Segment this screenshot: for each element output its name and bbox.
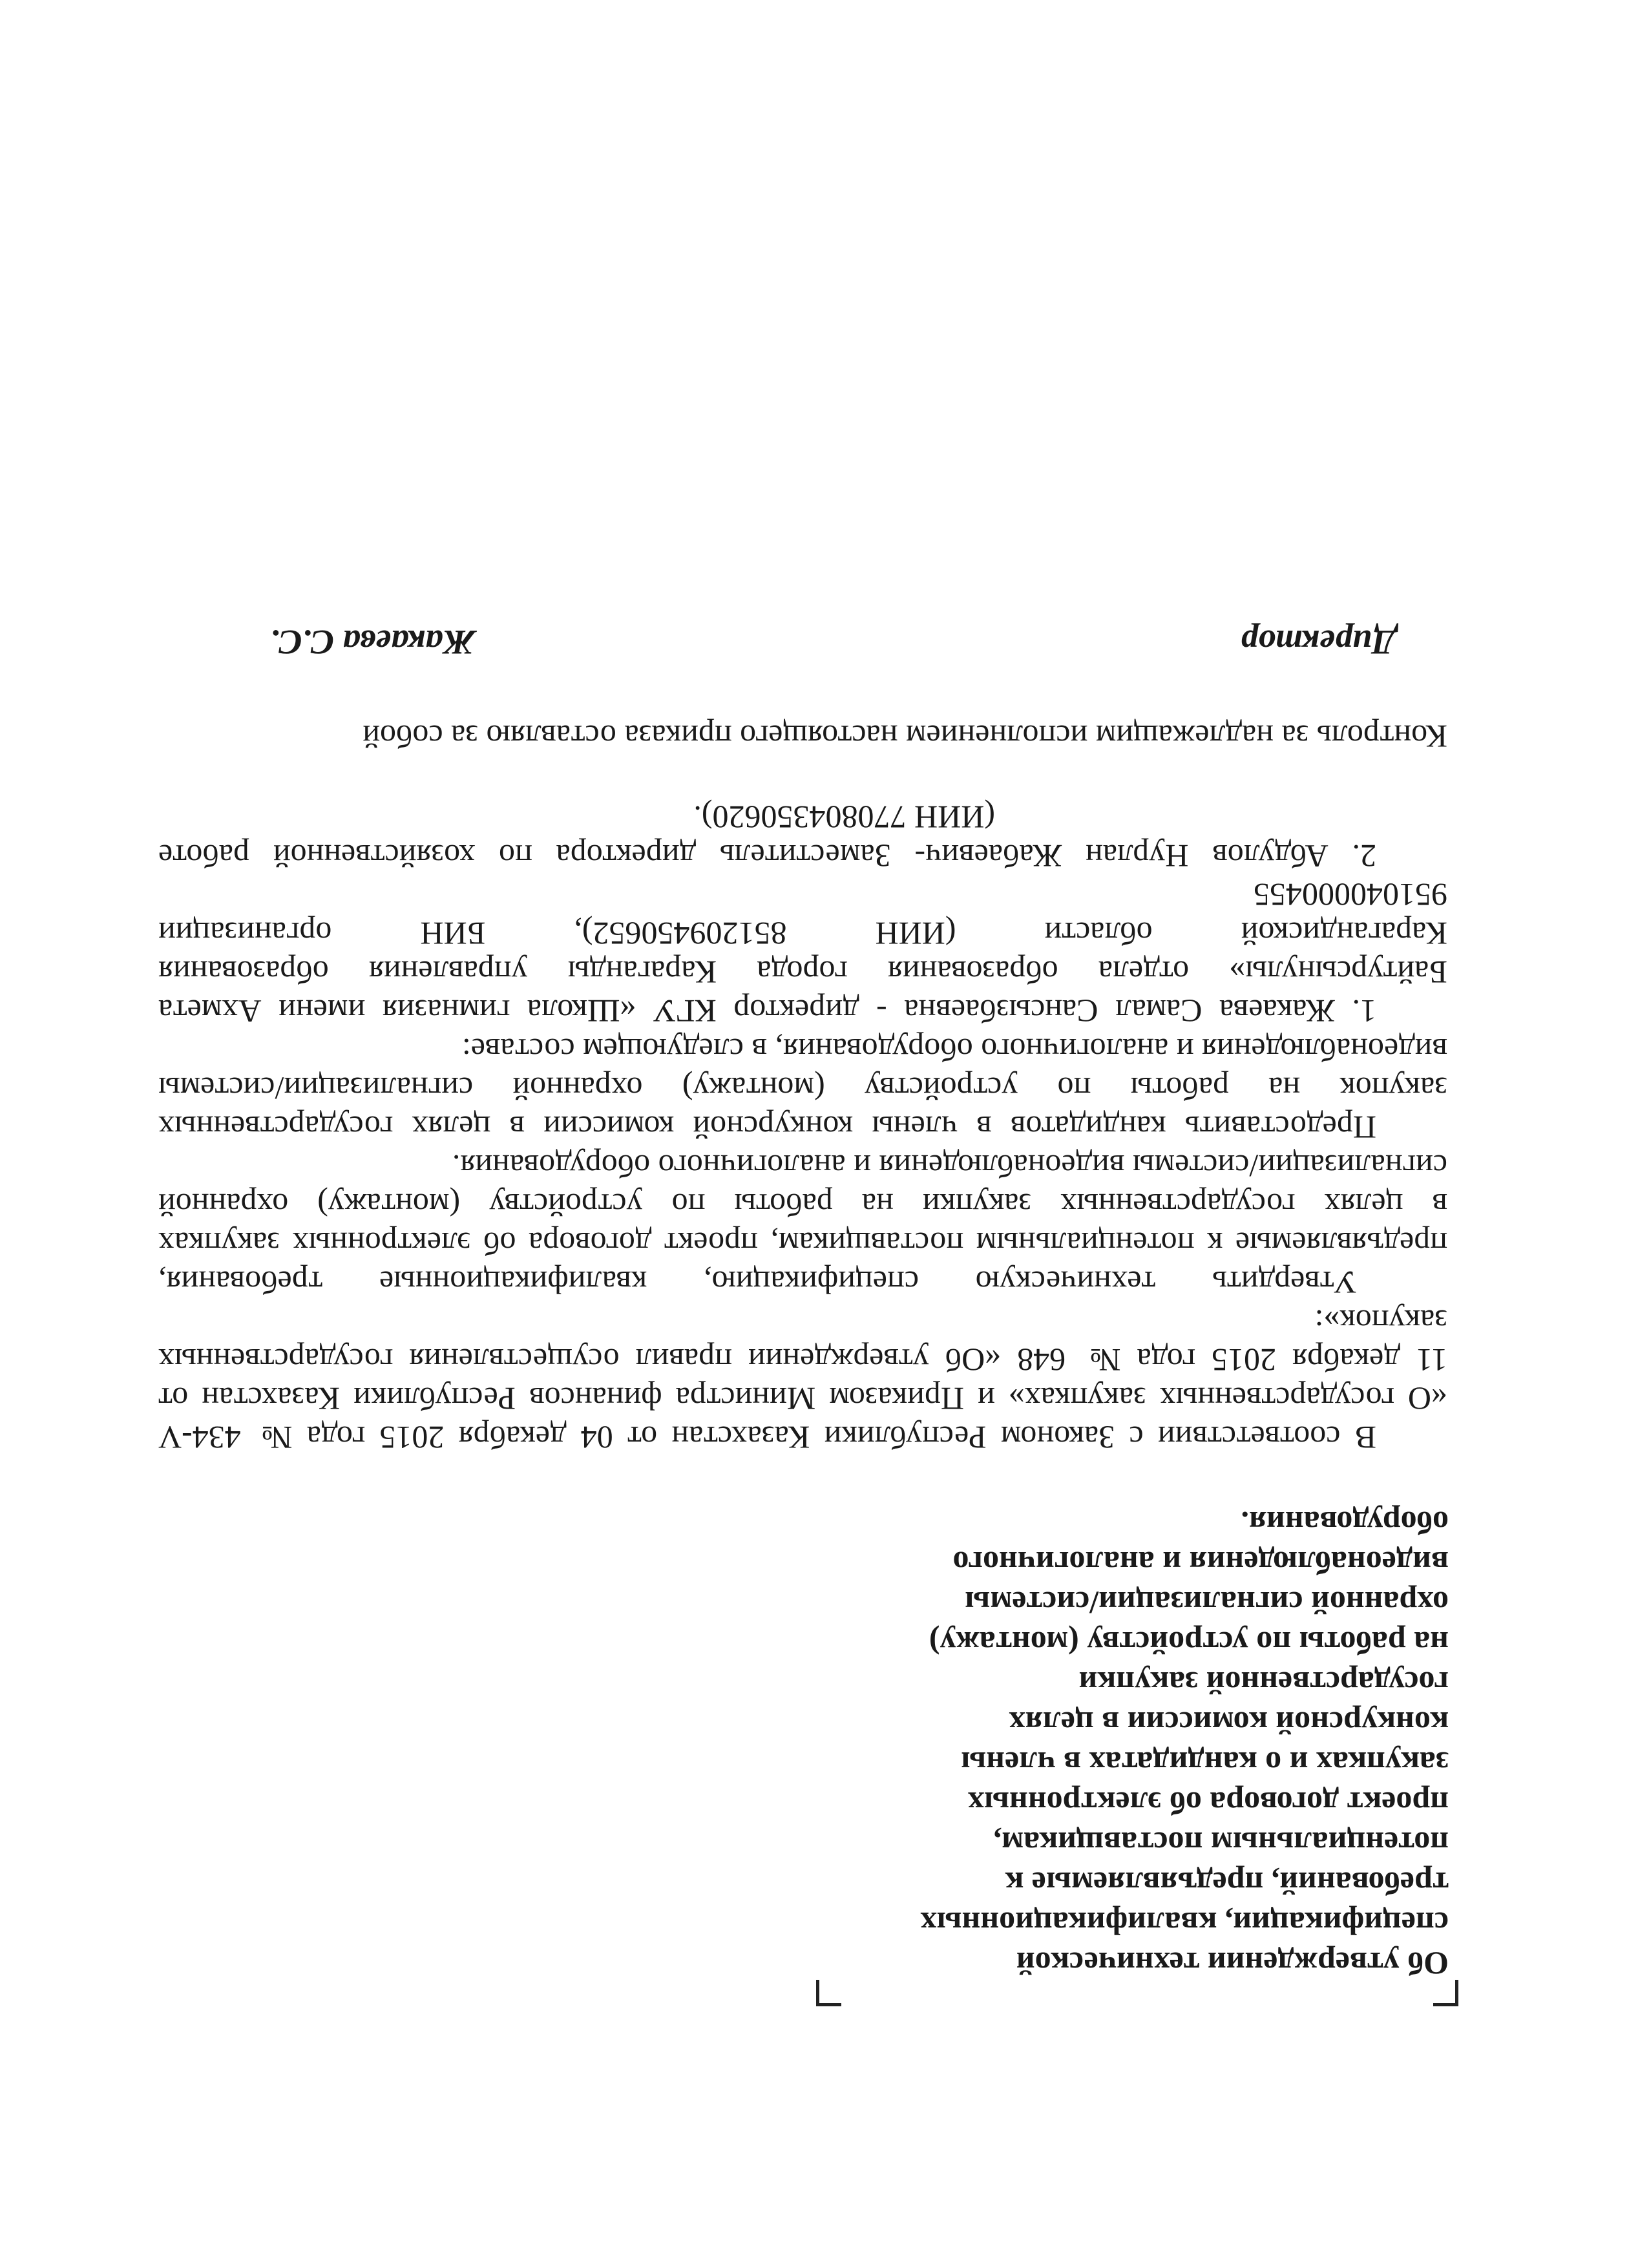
title-line: охранной сигнализации/системы bbox=[965, 1585, 1449, 1621]
signatory-name: Жакаева С.С. bbox=[270, 623, 475, 662]
order-title bbox=[751, 1503, 1449, 1984]
item2-line: закупок на работы по устройству (монтажу) охранной сигнализации/системы bbox=[158, 1071, 1447, 1107]
title-bracket-right bbox=[816, 1980, 841, 2006]
title-line: проект договора об электронных bbox=[967, 1785, 1449, 1822]
preamble-line: закупок»: bbox=[1314, 1303, 1447, 1339]
item1-line: Утвердить техническую спецификацию, квалификационные требования, bbox=[158, 1265, 1357, 1301]
item1-line: предъявляемые к потенциальным поставщикам, проект договора об электронных закупках bbox=[158, 1226, 1447, 1262]
item1-line: сигнализации/системы видеонаблюдения и аналогичного оборудования. bbox=[452, 1148, 1447, 1184]
title-line: закупках и о кандидатах в члены bbox=[961, 1745, 1449, 1781]
member1-line: 1. Жакаева Самал Сансызбаевна - директор КГУ «Школа гимназия имени Ахмета bbox=[158, 993, 1376, 1029]
control-text: Контроль за надлежащим исполнением настоящего приказа оставляю за собой bbox=[362, 719, 1447, 755]
title-line: видеонаблюдения и аналогичного bbox=[952, 1545, 1449, 1581]
member1-line: Карагандиской области (ИИН 851209450652), БИН организации bbox=[158, 916, 1447, 952]
item2-line: Предоставить кандидатов в члены конкурсной комиссии в целях государственных bbox=[158, 1109, 1376, 1146]
preamble-line: «О государственных закупках» и Приказом Министра финансов Республики Казахстан от bbox=[158, 1381, 1447, 1417]
title-line: спецификации, квалификационных bbox=[920, 1906, 1449, 1942]
title-line: государственной закупки bbox=[1078, 1665, 1449, 1701]
title-line: оборудования. bbox=[1241, 1505, 1449, 1541]
member1-line: 951040000455 bbox=[1254, 877, 1447, 913]
item2-line: видеонаблюдения и аналогичного оборудования, в следующем составе: bbox=[461, 1032, 1447, 1068]
title-line: Об утверждении технической bbox=[1016, 1946, 1449, 1982]
control-clause bbox=[149, 717, 1447, 756]
member2-line: (ИИН 770804350620). bbox=[693, 799, 995, 835]
title-bracket-left bbox=[1433, 1980, 1458, 2006]
item1-line: в целях государственных закупки на работы по устройству (монтажу) охранной bbox=[158, 1187, 1447, 1223]
title-line: потенциальным поставщикам, bbox=[993, 1825, 1449, 1862]
preamble-line: В соответствии с Законом Республики Казахстан от 04 декабря 2015 года № 434-V bbox=[158, 1420, 1376, 1456]
member2-line: 2. Абдулов Нурлан Жабаевич- Заместитель директора по хозяйственной работе bbox=[158, 838, 1376, 874]
order-body bbox=[158, 798, 1447, 1457]
title-line: требований, предъявляемые к bbox=[1005, 1865, 1449, 1902]
signatory-position: Директор bbox=[1241, 623, 1396, 662]
title-line: на работы по устройству (монтажу) bbox=[929, 1625, 1449, 1661]
preamble-line: 11 декабря 2015 года № 648 «Об утверждении правил осуществления государственных bbox=[158, 1342, 1447, 1378]
member1-line: Байтурсынулы» отдела образования города Караганды управления образования bbox=[158, 954, 1447, 991]
title-line: конкурсной комиссии в целях bbox=[1009, 1705, 1449, 1741]
